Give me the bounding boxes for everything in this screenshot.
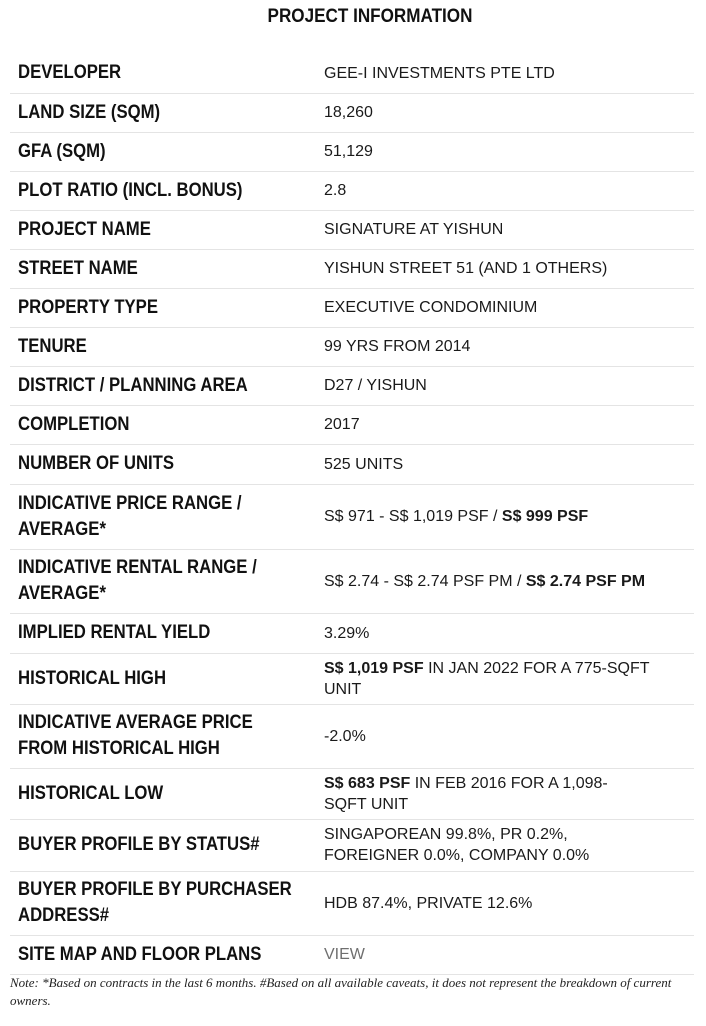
table-row: [10, 288, 694, 327]
buyer-address-label-line1: BUYER PROFILE BY PURCHASER: [18, 879, 292, 900]
district-label: DISTRICT / PLANNING AREA: [18, 374, 248, 396]
price-range-value: S$ 971 - S$ 1,019 PSF / S$ 999 PSF: [324, 484, 694, 549]
historical-low-value: S$ 683 PSF IN FEB 2016 FOR A 1,098- SQFT UNIT: [324, 768, 694, 819]
rental-range-label-line1: INDICATIVE RENTAL RANGE /: [18, 557, 257, 578]
historical-low-label: HISTORICAL LOW: [18, 782, 164, 804]
rental-yield-value: 3.29%: [324, 613, 694, 653]
historical-high-price: S$ 1,019 PSF: [324, 659, 424, 677]
property-type-value: EXECUTIVE CONDOMINIUM: [324, 288, 694, 327]
project-name-value: SIGNATURE AT YISHUN: [324, 210, 694, 249]
table-row: [10, 653, 694, 704]
row-label: [10, 54, 324, 93]
table-row: [10, 366, 694, 405]
land-size-label: LAND SIZE (SQM): [18, 101, 161, 123]
buyer-status-label: BUYER PROFILE BY STATUS#: [18, 834, 260, 855]
district-value: D27 / YISHUN: [324, 366, 694, 405]
table-row: [10, 484, 694, 549]
table-row: [10, 210, 694, 249]
gfa-label: GFA (SQM): [18, 140, 106, 162]
tenure-label: TENURE: [18, 335, 87, 357]
buyer-status-value: SINGAPOREAN 99.8%, PR 0.2%, FOREIGNER 0.0%, COMPANY 0.0%: [324, 819, 694, 871]
number-of-units-label: NUMBER OF UNITS: [18, 453, 175, 474]
table-row: [10, 819, 694, 871]
table-row: [10, 935, 694, 974]
price-average: S$ 999 PSF: [501, 508, 589, 525]
buyer-address-label-line2: ADDRESS#: [18, 905, 110, 926]
developer-value: GEE-I INVESTMENTS PTE LTD: [324, 54, 694, 93]
historical-high-label: HISTORICAL HIGH: [18, 667, 167, 689]
table-row: [10, 171, 694, 210]
plot-ratio-value: 2.8: [324, 171, 694, 210]
view-link[interactable]: VIEW: [324, 946, 365, 963]
avg-price-from-high-label-line1: INDICATIVE AVERAGE PRICE: [18, 712, 253, 733]
completion-label: COMPLETION: [18, 413, 130, 435]
plot-ratio-label: PLOT RATIO (INCL. BONUS): [18, 179, 243, 201]
buyer-address-value: HDB 87.4%, PRIVATE 12.6%: [324, 871, 694, 935]
completion-value: 2017: [324, 405, 694, 444]
table-row: [10, 132, 694, 171]
site-map-label: SITE MAP AND FLOOR PLANS: [18, 943, 262, 965]
project-info-table: [10, 54, 694, 975]
table-row: [10, 249, 694, 288]
rental-range-label-line2: AVERAGE*: [18, 583, 106, 604]
gfa-value: 51,129: [324, 132, 694, 171]
footnote: Note: *Based on contracts in the last 6 months. #Based on all available caveats, it does not represent the breakdown of current owners.: [10, 975, 672, 1008]
table-row: [10, 613, 694, 653]
historical-high-value: S$ 1,019 PSF IN JAN 2022 FOR A 775-SQFT UNIT: [324, 653, 694, 704]
avg-price-from-high-label-line2: FROM HISTORICAL HIGH: [18, 738, 220, 759]
project-name-label: PROJECT NAME: [18, 218, 151, 240]
table-row: [10, 768, 694, 819]
table-row: [10, 327, 694, 366]
land-size-value: 18,260: [324, 93, 694, 132]
page-title: PROJECT INFORMATION: [267, 6, 473, 27]
price-range-label-line2: AVERAGE*: [18, 518, 106, 540]
table-row: [10, 444, 694, 484]
tenure-value: 99 YRS FROM 2014: [324, 327, 694, 366]
street-name-label: STREET NAME: [18, 257, 138, 279]
table-row: [10, 871, 694, 935]
price-range-label-line1: INDICATIVE PRICE RANGE /: [18, 492, 242, 514]
rental-average: S$ 2.74 PSF PM: [525, 572, 646, 590]
table-row: [10, 93, 694, 132]
property-type-label: PROPERTY TYPE: [18, 296, 159, 318]
developer-label: DEVELOPER: [18, 62, 122, 84]
number-of-units-value: 525 UNITS: [324, 444, 694, 484]
historical-low-price: S$ 683 PSF: [324, 774, 411, 792]
rental-range-value: S$ 2.74 - S$ 2.74 PSF PM / S$ 2.74 PSF PM: [324, 549, 694, 613]
table-row: [10, 704, 694, 768]
table-row: [10, 549, 694, 613]
avg-price-from-high-value: -2.0%: [324, 704, 694, 768]
street-name-value: YISHUN STREET 51 (AND 1 OTHERS): [324, 249, 694, 288]
rental-yield-label: IMPLIED RENTAL YIELD: [18, 622, 211, 643]
table-row: [10, 405, 694, 444]
table-row: [10, 54, 694, 93]
